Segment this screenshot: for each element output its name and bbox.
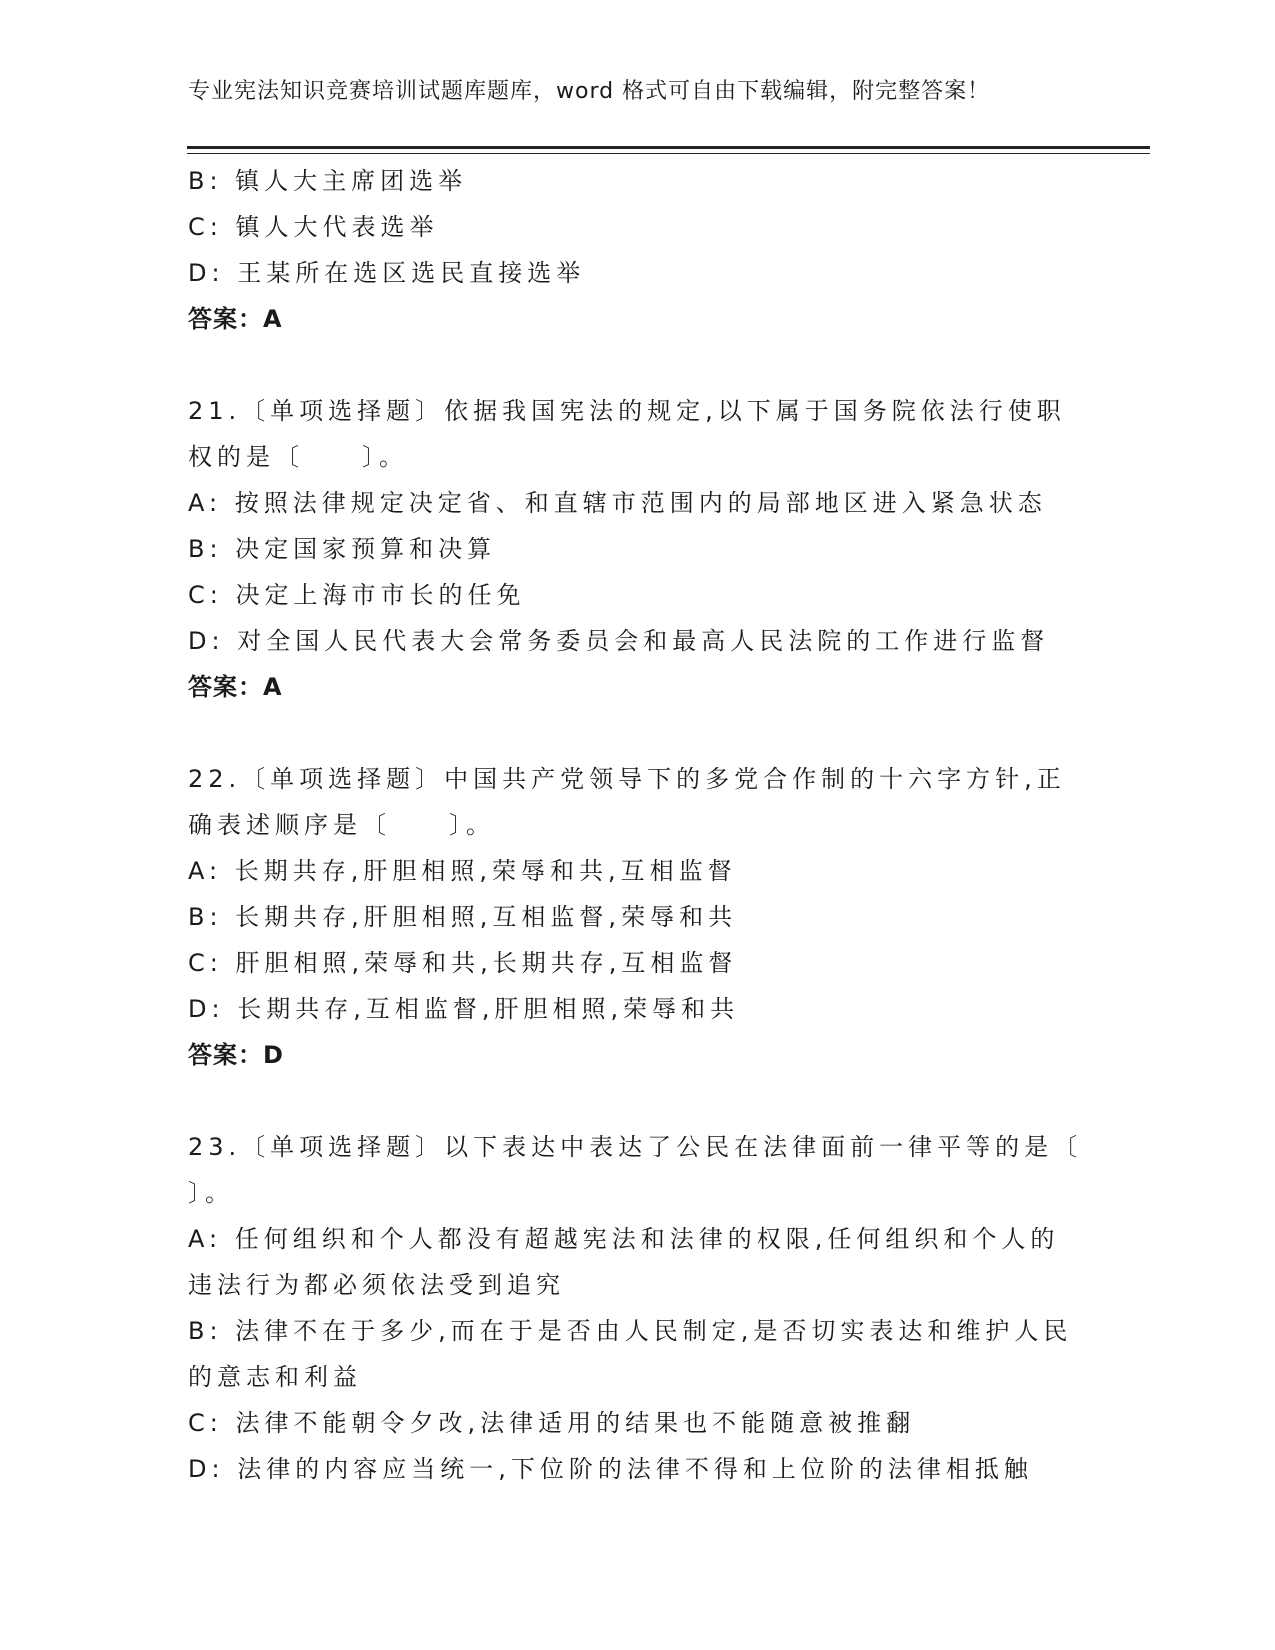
answer: 答案：D [188, 1041, 284, 1069]
option-a: A: 任何组织和个人都没有超越宪法和法律的权限,任何组织和个人的 [188, 1225, 1060, 1253]
spacer [188, 710, 1093, 756]
question-stem: 〕。 [188, 1179, 234, 1207]
option-c: C: 肝胆相照,荣辱和共,长期共存,互相监督 [188, 949, 738, 977]
option-b: B: 决定国家预算和决算 [188, 535, 497, 563]
question-stem: 21.〔单项选择题〕依据我国宪法的规定,以下属于国务院依法行使职 [188, 397, 1066, 425]
option-d: D: 法律的内容应当统一,下位阶的法律不得和上位阶的法律相抵触 [188, 1455, 1033, 1483]
question-20-continued [188, 158, 1093, 342]
page-header: 专业宪法知识竞赛培训试题库题库，word 格式可自由下载编辑，附完整答案！ [188, 79, 991, 104]
answer: 答案：A [188, 673, 283, 701]
option-c: C: 镇人大代表选举 [188, 213, 439, 241]
header-rule-thin [187, 153, 1150, 154]
spacer [188, 342, 1093, 388]
question-stem: 22.〔单项选择题〕中国共产党领导下的多党合作制的十六字方针,正 [188, 765, 1066, 793]
question-23 [188, 1124, 1093, 1492]
option-c: C: 决定上海市市长的任免 [188, 581, 526, 609]
answer: 答案：A [188, 305, 283, 333]
option-b-continued: 的意志和利益 [188, 1363, 362, 1391]
option-b: B: 镇人大主席团选举 [188, 167, 468, 195]
question-22 [188, 756, 1093, 1078]
question-stem: 23.〔单项选择题〕以下表达中表达了公民在法律面前一律平等的是〔 [188, 1133, 1083, 1161]
option-b: B: 法律不在于多少,而在于是否由人民制定,是否切实表达和维护人民 [188, 1317, 1073, 1345]
option-d: D: 长期共存,互相监督,肝胆相照,荣辱和共 [188, 995, 740, 1023]
option-b: B: 长期共存,肝胆相照,互相监督,荣辱和共 [188, 903, 738, 931]
header-rule-thick [187, 146, 1150, 149]
question-21 [188, 388, 1093, 710]
option-a-continued: 违法行为都必须依法受到追究 [188, 1271, 565, 1299]
option-c: C: 法律不能朝令夕改,法律适用的结果也不能随意被推翻 [188, 1409, 916, 1437]
question-stem: 确表述顺序是〔 〕。 [188, 811, 495, 839]
option-d: D: 王某所在选区选民直接选举 [188, 259, 586, 287]
option-a: A: 长期共存,肝胆相照,荣辱和共,互相监督 [188, 857, 737, 885]
option-a: A: 按照法律规定决定省、和直辖市范围内的局部地区进入紧急状态 [188, 489, 1047, 517]
question-stem: 权的是〔 〕。 [188, 443, 408, 471]
option-d: D: 对全国人民代表大会常务委员会和最高人民法院的工作进行监督 [188, 627, 1050, 655]
question-content [188, 158, 1093, 1492]
spacer [188, 1078, 1093, 1124]
